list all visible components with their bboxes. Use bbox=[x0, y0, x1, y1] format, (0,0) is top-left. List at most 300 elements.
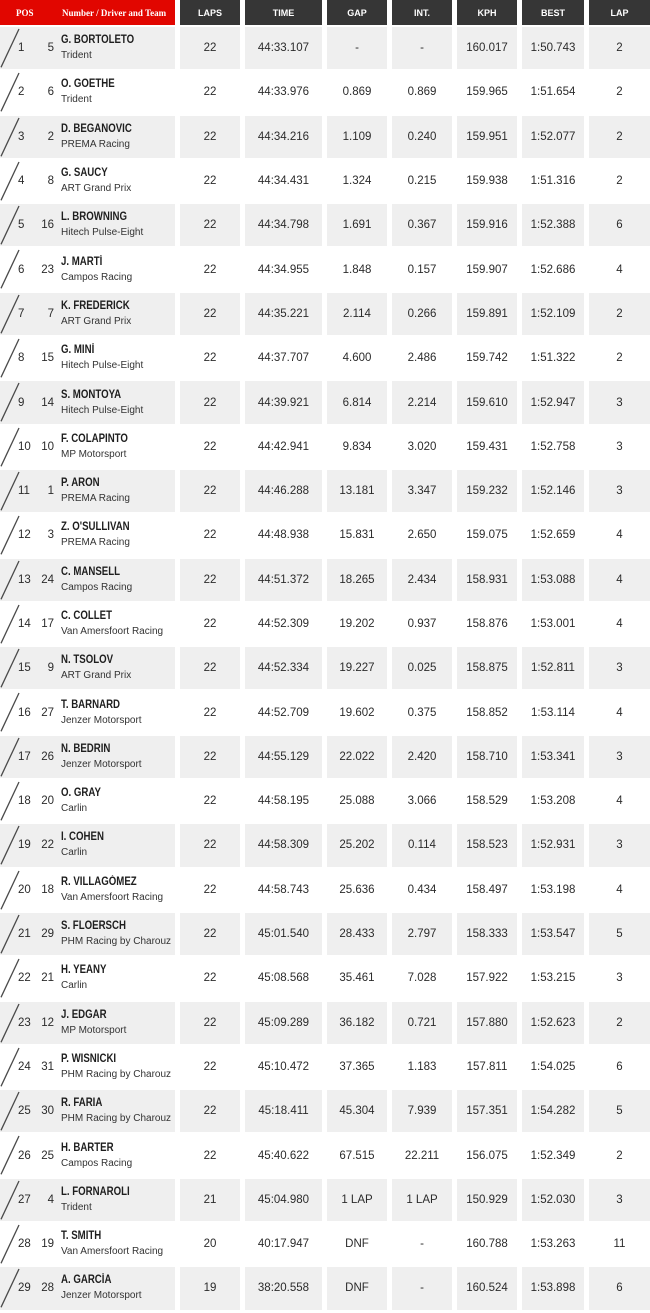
team-name: Jenzer Motorsport bbox=[61, 1290, 142, 1302]
header-lap[interactable]: LAP bbox=[589, 0, 650, 27]
team-name: MP Motorsport bbox=[61, 448, 127, 460]
pos-cell bbox=[0, 1002, 58, 1046]
kph-cell: 158.497 bbox=[457, 869, 522, 913]
position-slash-icon bbox=[0, 736, 20, 778]
int-cell: 0.157 bbox=[392, 248, 457, 292]
best-cell: 1:53.001 bbox=[522, 603, 589, 647]
pos-cell bbox=[0, 337, 58, 381]
table-row[interactable] bbox=[0, 603, 650, 647]
header-int[interactable]: INT. bbox=[392, 0, 457, 27]
driver-name[interactable]: R. FARIA bbox=[61, 1097, 103, 1110]
pos-cell bbox=[0, 248, 58, 292]
driver-name[interactable]: H. YEANY bbox=[61, 964, 107, 977]
car-number: 7 bbox=[47, 307, 54, 320]
gap-cell: 2.114 bbox=[327, 293, 392, 337]
driver-name[interactable]: P. WISNICKI bbox=[61, 1052, 117, 1065]
position-slash-icon bbox=[0, 559, 20, 601]
kph-cell: 157.922 bbox=[457, 957, 522, 1001]
table-row[interactable] bbox=[0, 913, 650, 957]
laps-cell: 22 bbox=[180, 71, 245, 115]
table-row[interactable] bbox=[0, 337, 650, 381]
header-kph[interactable]: KPH bbox=[457, 0, 522, 27]
gap-cell: DNF bbox=[327, 1223, 392, 1267]
table-row[interactable] bbox=[0, 160, 650, 204]
driver-cell bbox=[58, 27, 180, 71]
driver-name[interactable]: T. BARNARD bbox=[61, 698, 121, 711]
pos-cell bbox=[0, 381, 58, 425]
driver-name[interactable]: J. MARTÍ bbox=[61, 255, 103, 268]
position: 16 bbox=[18, 706, 31, 719]
position-slash-icon bbox=[0, 691, 20, 733]
header-time[interactable]: TIME bbox=[245, 0, 327, 27]
driver-name[interactable]: I. COHEN bbox=[61, 831, 104, 844]
kph-cell: 159.891 bbox=[457, 293, 522, 337]
laps-cell: 22 bbox=[180, 1002, 245, 1046]
team-name: Hitech Pulse-Eight bbox=[61, 360, 144, 372]
kph-cell: 159.610 bbox=[457, 381, 522, 425]
driver-cell bbox=[58, 1090, 180, 1134]
laps-cell: 22 bbox=[180, 1090, 245, 1134]
driver-name[interactable]: T. SMITH bbox=[61, 1230, 102, 1243]
time-cell: 45:01.540 bbox=[245, 913, 327, 957]
laps-cell: 22 bbox=[180, 381, 245, 425]
driver-name[interactable]: R. VILLAGÓMEZ bbox=[61, 875, 137, 888]
table-row[interactable] bbox=[0, 559, 650, 603]
driver-name[interactable]: N. BEDRIN bbox=[61, 742, 111, 755]
table-row[interactable] bbox=[0, 1223, 650, 1267]
best-cell: 1:53.088 bbox=[522, 559, 589, 603]
time-cell: 40:17.947 bbox=[245, 1223, 327, 1267]
position-slash-icon bbox=[0, 514, 20, 556]
table-row[interactable] bbox=[0, 869, 650, 913]
table-row[interactable] bbox=[0, 780, 650, 824]
driver-cell bbox=[58, 426, 180, 470]
int-cell: 2.797 bbox=[392, 913, 457, 957]
driver-cell bbox=[58, 160, 180, 204]
position-slash-icon bbox=[0, 248, 20, 290]
int-cell: 0.434 bbox=[392, 869, 457, 913]
driver-cell bbox=[58, 957, 180, 1001]
car-number: 16 bbox=[41, 219, 54, 232]
team-name: Campos Racing bbox=[61, 271, 133, 283]
header-row bbox=[0, 0, 650, 27]
position: 4 bbox=[18, 175, 25, 188]
position: 27 bbox=[18, 1193, 31, 1206]
position-slash-icon bbox=[0, 470, 20, 512]
gap-cell: 18.265 bbox=[327, 559, 392, 603]
position: 2 bbox=[18, 86, 25, 99]
int-cell: 3.347 bbox=[392, 470, 457, 514]
kph-cell: 160.524 bbox=[457, 1267, 522, 1311]
pos-cell bbox=[0, 1090, 58, 1134]
lap-cell: 4 bbox=[589, 248, 650, 292]
table-row[interactable] bbox=[0, 736, 650, 780]
position-slash-icon bbox=[0, 337, 20, 379]
laps-cell: 22 bbox=[180, 869, 245, 913]
driver-name[interactable]: C. COLLET bbox=[61, 610, 112, 622]
table-row[interactable] bbox=[0, 647, 650, 691]
car-number: 19 bbox=[41, 1238, 54, 1251]
position: 7 bbox=[18, 307, 25, 320]
table-row[interactable] bbox=[0, 116, 650, 160]
int-cell: 2.486 bbox=[392, 337, 457, 381]
laps-cell: 22 bbox=[180, 204, 245, 248]
car-number: 6 bbox=[47, 86, 54, 99]
team-name: MP Motorsport bbox=[61, 1024, 127, 1036]
position-slash-icon bbox=[0, 204, 20, 246]
driver-name[interactable]: K. FREDERICK bbox=[61, 299, 130, 312]
header-gap[interactable]: GAP bbox=[327, 0, 392, 27]
team-name: Van Amersfoort Racing bbox=[61, 626, 164, 637]
gap-cell: 22.022 bbox=[327, 736, 392, 780]
car-number: 21 bbox=[41, 972, 54, 985]
gap-cell: 35.461 bbox=[327, 957, 392, 1001]
lap-cell: 4 bbox=[589, 691, 650, 735]
laps-cell: 21 bbox=[180, 1179, 245, 1223]
position: 28 bbox=[18, 1238, 31, 1251]
team-name: Carlin bbox=[61, 980, 88, 992]
laps-cell: 22 bbox=[180, 514, 245, 558]
team-name: Jenzer Motorsport bbox=[61, 758, 142, 770]
best-cell: 1:53.898 bbox=[522, 1267, 589, 1311]
best-cell: 1:50.743 bbox=[522, 27, 589, 71]
lap-cell: 6 bbox=[589, 204, 650, 248]
time-cell: 44:42.941 bbox=[245, 426, 327, 470]
laps-cell: 22 bbox=[180, 248, 245, 292]
driver-cell bbox=[58, 869, 180, 913]
lap-cell: 5 bbox=[589, 1090, 650, 1134]
position: 3 bbox=[18, 130, 25, 143]
driver-name[interactable]: Z. O'SULLIVAN bbox=[61, 521, 130, 534]
table-row[interactable] bbox=[0, 824, 650, 868]
driver-name[interactable]: O. GOETHE bbox=[61, 78, 115, 91]
time-cell: 38:20.558 bbox=[245, 1267, 327, 1311]
driver-cell bbox=[58, 293, 180, 337]
position-slash-icon bbox=[0, 160, 20, 202]
table-row[interactable] bbox=[0, 1179, 650, 1223]
kph-cell: 158.876 bbox=[457, 603, 522, 647]
driver-name[interactable]: N. TSOLOV bbox=[61, 654, 114, 667]
best-cell: 1:54.282 bbox=[522, 1090, 589, 1134]
table-row[interactable] bbox=[0, 1002, 650, 1046]
laps-cell: 22 bbox=[180, 116, 245, 160]
gap-cell: 1.324 bbox=[327, 160, 392, 204]
kph-cell: 159.742 bbox=[457, 337, 522, 381]
lap-cell: 4 bbox=[589, 559, 650, 603]
best-cell: 1:53.547 bbox=[522, 913, 589, 957]
pos-cell bbox=[0, 204, 58, 248]
int-cell: 0.266 bbox=[392, 293, 457, 337]
lap-cell: 2 bbox=[589, 1134, 650, 1178]
pos-cell bbox=[0, 957, 58, 1001]
table-row[interactable] bbox=[0, 248, 650, 292]
car-number: 28 bbox=[41, 1282, 54, 1295]
position: 8 bbox=[18, 352, 25, 365]
table-row[interactable] bbox=[0, 71, 650, 115]
team-name: ART Grand Prix bbox=[61, 670, 132, 682]
best-cell: 1:52.758 bbox=[522, 426, 589, 470]
lap-cell: 2 bbox=[589, 160, 650, 204]
car-number: 20 bbox=[41, 795, 54, 808]
int-cell: 0.367 bbox=[392, 204, 457, 248]
team-name: Trident bbox=[61, 50, 92, 62]
table-row[interactable] bbox=[0, 957, 650, 1001]
laps-cell: 22 bbox=[180, 293, 245, 337]
table-row[interactable] bbox=[0, 691, 650, 735]
int-cell: - bbox=[392, 1223, 457, 1267]
driver-cell bbox=[58, 514, 180, 558]
laps-cell: 22 bbox=[180, 559, 245, 603]
table-row[interactable] bbox=[0, 293, 650, 337]
pos-cell bbox=[0, 824, 58, 868]
driver-cell bbox=[58, 204, 180, 248]
int-cell: 0.937 bbox=[392, 603, 457, 647]
int-cell: 1 LAP bbox=[392, 1179, 457, 1223]
car-number: 27 bbox=[41, 706, 54, 719]
team-name: Campos Racing bbox=[61, 581, 133, 593]
team-name: Hitech Pulse-Eight bbox=[61, 227, 144, 239]
header-pos[interactable]: POS bbox=[0, 0, 58, 27]
kph-cell: 159.431 bbox=[457, 426, 522, 470]
position: 15 bbox=[18, 662, 31, 675]
pos-cell bbox=[0, 426, 58, 470]
driver-name[interactable]: G. BORTOLETO bbox=[61, 34, 135, 47]
laps-cell: 22 bbox=[180, 913, 245, 957]
position: 11 bbox=[18, 485, 30, 498]
laps-cell: 22 bbox=[180, 1046, 245, 1090]
team-name: Carlin bbox=[61, 847, 88, 859]
best-cell: 1:51.316 bbox=[522, 160, 589, 204]
table-row[interactable] bbox=[0, 1267, 650, 1311]
time-cell: 44:58.309 bbox=[245, 824, 327, 868]
kph-cell: 160.788 bbox=[457, 1223, 522, 1267]
lap-cell: 3 bbox=[589, 381, 650, 425]
driver-cell bbox=[58, 1134, 180, 1178]
driver-name[interactable]: L. FORNAROLI bbox=[61, 1185, 130, 1198]
int-cell: 0.721 bbox=[392, 1002, 457, 1046]
kph-cell: 157.880 bbox=[457, 1002, 522, 1046]
driver-name[interactable]: O. GRAY bbox=[61, 787, 101, 800]
position-slash-icon bbox=[0, 869, 20, 911]
int-cell: 1.183 bbox=[392, 1046, 457, 1090]
time-cell: 44:34.798 bbox=[245, 204, 327, 248]
int-cell: 22.211 bbox=[392, 1134, 457, 1178]
gap-cell: 36.182 bbox=[327, 1002, 392, 1046]
pos-cell bbox=[0, 647, 58, 691]
pos-cell bbox=[0, 1179, 58, 1223]
best-cell: 1:52.077 bbox=[522, 116, 589, 160]
position-slash-icon bbox=[0, 71, 20, 113]
header-best[interactable]: BEST bbox=[522, 0, 589, 27]
table-row[interactable] bbox=[0, 1090, 650, 1134]
header-driver[interactable]: Number / Driver and Team bbox=[58, 0, 180, 27]
lap-cell: 3 bbox=[589, 957, 650, 1001]
position: 17 bbox=[18, 750, 31, 763]
driver-name[interactable]: A. GARCÍA bbox=[61, 1274, 112, 1287]
laps-cell: 22 bbox=[180, 470, 245, 514]
car-number: 15 bbox=[41, 352, 54, 365]
gap-cell: 28.433 bbox=[327, 913, 392, 957]
header-laps[interactable]: LAPS bbox=[180, 0, 245, 27]
lap-cell: 3 bbox=[589, 736, 650, 780]
pos-cell bbox=[0, 1267, 58, 1311]
kph-cell: 156.075 bbox=[457, 1134, 522, 1178]
table-row[interactable] bbox=[0, 426, 650, 470]
gap-cell: 45.304 bbox=[327, 1090, 392, 1134]
driver-cell bbox=[58, 780, 180, 824]
team-name: PHM Racing by Charouz bbox=[61, 1113, 172, 1125]
best-cell: 1:52.947 bbox=[522, 381, 589, 425]
gap-cell: 67.515 bbox=[327, 1134, 392, 1178]
pos-cell bbox=[0, 116, 58, 160]
car-number: 29 bbox=[41, 928, 54, 941]
int-cell: 3.066 bbox=[392, 780, 457, 824]
driver-cell bbox=[58, 603, 180, 647]
team-name: PHM Racing by Charouz bbox=[61, 1068, 172, 1080]
time-cell: 45:10.472 bbox=[245, 1046, 327, 1090]
time-cell: 44:37.707 bbox=[245, 337, 327, 381]
gap-cell: 1.109 bbox=[327, 116, 392, 160]
laps-cell: 22 bbox=[180, 337, 245, 381]
pos-cell bbox=[0, 71, 58, 115]
int-cell: 0.025 bbox=[392, 647, 457, 691]
kph-cell: 159.951 bbox=[457, 116, 522, 160]
driver-name[interactable]: G. SAUCY bbox=[61, 167, 108, 180]
car-number: 2 bbox=[47, 130, 54, 143]
driver-name[interactable]: G. MINÌ bbox=[61, 344, 95, 357]
time-cell: 44:34.955 bbox=[245, 248, 327, 292]
gap-cell: 13.181 bbox=[327, 470, 392, 514]
driver-cell bbox=[58, 691, 180, 735]
gap-cell: 25.202 bbox=[327, 824, 392, 868]
car-number: 10 bbox=[41, 440, 54, 453]
team-name: Carlin bbox=[61, 803, 88, 815]
laps-cell: 22 bbox=[180, 426, 245, 470]
kph-cell: 158.529 bbox=[457, 780, 522, 824]
position: 12 bbox=[18, 529, 31, 542]
time-cell: 45:09.289 bbox=[245, 1002, 327, 1046]
lap-cell: 3 bbox=[589, 824, 650, 868]
time-cell: 44:39.921 bbox=[245, 381, 327, 425]
best-cell: 1:52.388 bbox=[522, 204, 589, 248]
lap-cell: 3 bbox=[589, 426, 650, 470]
laps-cell: 20 bbox=[180, 1223, 245, 1267]
table-row[interactable] bbox=[0, 1134, 650, 1178]
position: 24 bbox=[18, 1060, 31, 1073]
table-row[interactable] bbox=[0, 470, 650, 514]
best-cell: 1:53.263 bbox=[522, 1223, 589, 1267]
pos-cell bbox=[0, 160, 58, 204]
car-number: 17 bbox=[41, 618, 54, 630]
laps-cell: 22 bbox=[180, 824, 245, 868]
int-cell: 0.215 bbox=[392, 160, 457, 204]
table-row[interactable] bbox=[0, 204, 650, 248]
lap-cell: 4 bbox=[589, 780, 650, 824]
kph-cell: 159.232 bbox=[457, 470, 522, 514]
car-number: 22 bbox=[41, 839, 54, 852]
kph-cell: 158.710 bbox=[457, 736, 522, 780]
best-cell: 1:52.811 bbox=[522, 647, 589, 691]
table-row[interactable] bbox=[0, 27, 650, 71]
best-cell: 1:52.623 bbox=[522, 1002, 589, 1046]
pos-cell bbox=[0, 1046, 58, 1090]
time-cell: 44:58.743 bbox=[245, 869, 327, 913]
time-cell: 44:34.431 bbox=[245, 160, 327, 204]
team-name: Van Amersfoort Racing bbox=[61, 891, 164, 903]
int-cell: 0.240 bbox=[392, 116, 457, 160]
int-cell: - bbox=[392, 1267, 457, 1311]
pos-cell bbox=[0, 913, 58, 957]
car-number: 23 bbox=[41, 263, 54, 276]
driver-name[interactable]: F. COLAPINTO bbox=[61, 432, 128, 445]
gap-cell: 19.602 bbox=[327, 691, 392, 735]
laps-cell: 22 bbox=[180, 603, 245, 647]
car-number: 18 bbox=[41, 883, 54, 896]
car-number: 4 bbox=[47, 1193, 54, 1206]
position: 19 bbox=[18, 839, 31, 852]
driver-cell bbox=[58, 559, 180, 603]
driver-name[interactable]: P. ARON bbox=[61, 477, 100, 490]
gap-cell: DNF bbox=[327, 1267, 392, 1311]
best-cell: 1:53.114 bbox=[522, 691, 589, 735]
best-cell: 1:52.109 bbox=[522, 293, 589, 337]
gap-cell: - bbox=[327, 27, 392, 71]
car-number: 1 bbox=[47, 485, 54, 498]
kph-cell: 158.931 bbox=[457, 559, 522, 603]
position-slash-icon bbox=[0, 1223, 20, 1265]
best-cell: 1:52.349 bbox=[522, 1134, 589, 1178]
table-row[interactable] bbox=[0, 381, 650, 425]
driver-name[interactable]: D. BEGANOVIC bbox=[61, 122, 132, 135]
gap-cell: 4.600 bbox=[327, 337, 392, 381]
table-row[interactable] bbox=[0, 514, 650, 558]
position: 9 bbox=[18, 396, 25, 409]
int-cell: 0.114 bbox=[392, 824, 457, 868]
best-cell: 1:52.686 bbox=[522, 248, 589, 292]
driver-name[interactable]: H. BARTER bbox=[61, 1141, 114, 1154]
time-cell: 44:52.709 bbox=[245, 691, 327, 735]
gap-cell: 0.869 bbox=[327, 71, 392, 115]
driver-name[interactable]: C. MANSELL bbox=[61, 565, 121, 578]
lap-cell: 3 bbox=[589, 1179, 650, 1223]
team-name: Campos Racing bbox=[61, 1157, 133, 1169]
int-cell: 2.420 bbox=[392, 736, 457, 780]
car-number: 8 bbox=[47, 175, 54, 188]
kph-cell: 159.907 bbox=[457, 248, 522, 292]
laps-cell: 22 bbox=[180, 957, 245, 1001]
driver-name[interactable]: L. BROWNING bbox=[61, 211, 128, 224]
lap-cell: 6 bbox=[589, 1267, 650, 1311]
kph-cell: 158.852 bbox=[457, 691, 522, 735]
position-slash-icon bbox=[0, 913, 20, 955]
driver-name[interactable]: J. EDGAR bbox=[61, 1008, 107, 1021]
driver-name[interactable]: S. MONTOYA bbox=[61, 388, 122, 401]
lap-cell: 2 bbox=[589, 27, 650, 71]
driver-name[interactable]: S. FLOERSCH bbox=[61, 920, 126, 933]
lap-cell: 4 bbox=[589, 514, 650, 558]
position: 1 bbox=[18, 42, 25, 55]
position: 26 bbox=[18, 1149, 31, 1162]
best-cell: 1:53.208 bbox=[522, 780, 589, 824]
pos-cell bbox=[0, 559, 58, 603]
int-cell: 2.650 bbox=[392, 514, 457, 558]
table-row[interactable] bbox=[0, 1046, 650, 1090]
driver-cell bbox=[58, 1179, 180, 1223]
time-cell: 45:18.411 bbox=[245, 1090, 327, 1134]
kph-cell: 158.523 bbox=[457, 824, 522, 868]
driver-cell bbox=[58, 824, 180, 868]
laps-cell: 22 bbox=[180, 1134, 245, 1178]
